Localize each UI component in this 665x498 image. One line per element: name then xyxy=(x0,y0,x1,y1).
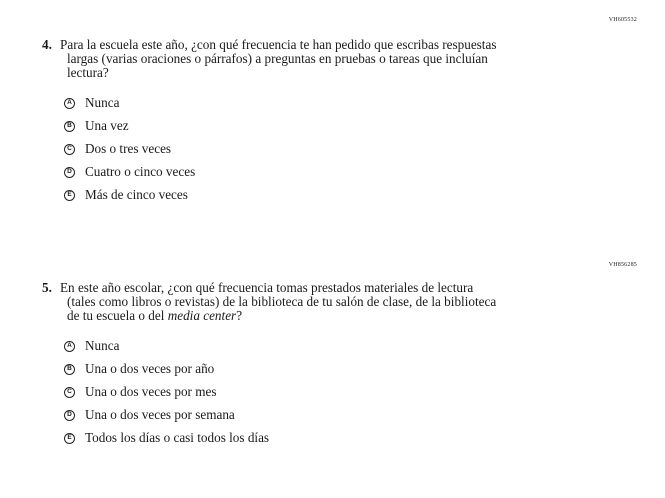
question-number: 4. xyxy=(42,37,52,52)
answer-options xyxy=(42,335,562,450)
radio-bubble-icon[interactable]: E xyxy=(64,433,75,444)
question-id: VH605532 xyxy=(608,17,637,23)
radio-bubble-icon[interactable]: E xyxy=(64,190,75,201)
answer-option-c[interactable] xyxy=(42,138,562,161)
question-italic-term: media center xyxy=(167,308,237,324)
question-4 xyxy=(42,38,562,207)
question-text-line: (tales como libros o revistas) de la biblioteca de tu salón de clase, de la biblioteca xyxy=(67,294,497,310)
radio-bubble-icon[interactable]: A xyxy=(64,341,75,352)
radio-bubble-icon[interactable]: D xyxy=(64,410,75,421)
option-label: Más de cinco veces xyxy=(85,187,188,203)
radio-bubble-icon[interactable]: A xyxy=(64,98,75,109)
question-stem xyxy=(42,38,562,81)
radio-bubble-icon[interactable]: C xyxy=(64,144,75,155)
answer-option-a[interactable] xyxy=(42,335,562,358)
question-text-line: lectura? xyxy=(67,65,109,81)
radio-bubble-icon[interactable]: D xyxy=(64,167,75,178)
radio-bubble-icon[interactable]: B xyxy=(64,121,75,132)
option-label: Todos los días o casi todos los días xyxy=(85,430,270,446)
option-label: Nunca xyxy=(85,338,120,354)
option-label: Una o dos veces por año xyxy=(85,361,215,377)
radio-bubble-icon[interactable]: C xyxy=(64,387,75,398)
option-label: Cuatro o cinco veces xyxy=(85,164,196,180)
answer-option-c[interactable] xyxy=(42,381,562,404)
option-label: Nunca xyxy=(85,95,120,111)
question-text-fragment: ? xyxy=(236,308,243,324)
question-stem xyxy=(42,281,562,324)
radio-bubble-icon[interactable]: B xyxy=(64,364,75,375)
question-text-fragment: de tu escuela o del xyxy=(67,308,168,324)
answer-option-a[interactable] xyxy=(42,92,562,115)
question-text-line: En este año escolar, ¿con qué frecuencia tomas prestados materiales de lectura xyxy=(60,280,474,295)
question-number: 5. xyxy=(42,280,52,295)
answer-option-e[interactable] xyxy=(42,184,562,207)
answer-options xyxy=(42,92,562,207)
question-id: VH856285 xyxy=(608,262,637,268)
question-text-line: largas (varias oraciones o párrafos) a preguntas en pruebas o tareas que incluían xyxy=(67,51,488,67)
answer-option-b[interactable] xyxy=(42,115,562,138)
answer-option-d[interactable] xyxy=(42,404,562,427)
question-5 xyxy=(42,281,562,450)
question-text-line-last xyxy=(60,309,562,323)
question-text-line: Para la escuela este año, ¿con qué frecuencia te han pedido que escribas respuestas xyxy=(60,37,497,52)
option-label: Una o dos veces por mes xyxy=(85,384,217,400)
option-label: Una o dos veces por semana xyxy=(85,407,235,423)
option-label: Una vez xyxy=(85,118,129,134)
answer-option-d[interactable] xyxy=(42,161,562,184)
answer-option-b[interactable] xyxy=(42,358,562,381)
option-label: Dos o tres veces xyxy=(85,141,172,157)
answer-option-e[interactable] xyxy=(42,427,562,450)
